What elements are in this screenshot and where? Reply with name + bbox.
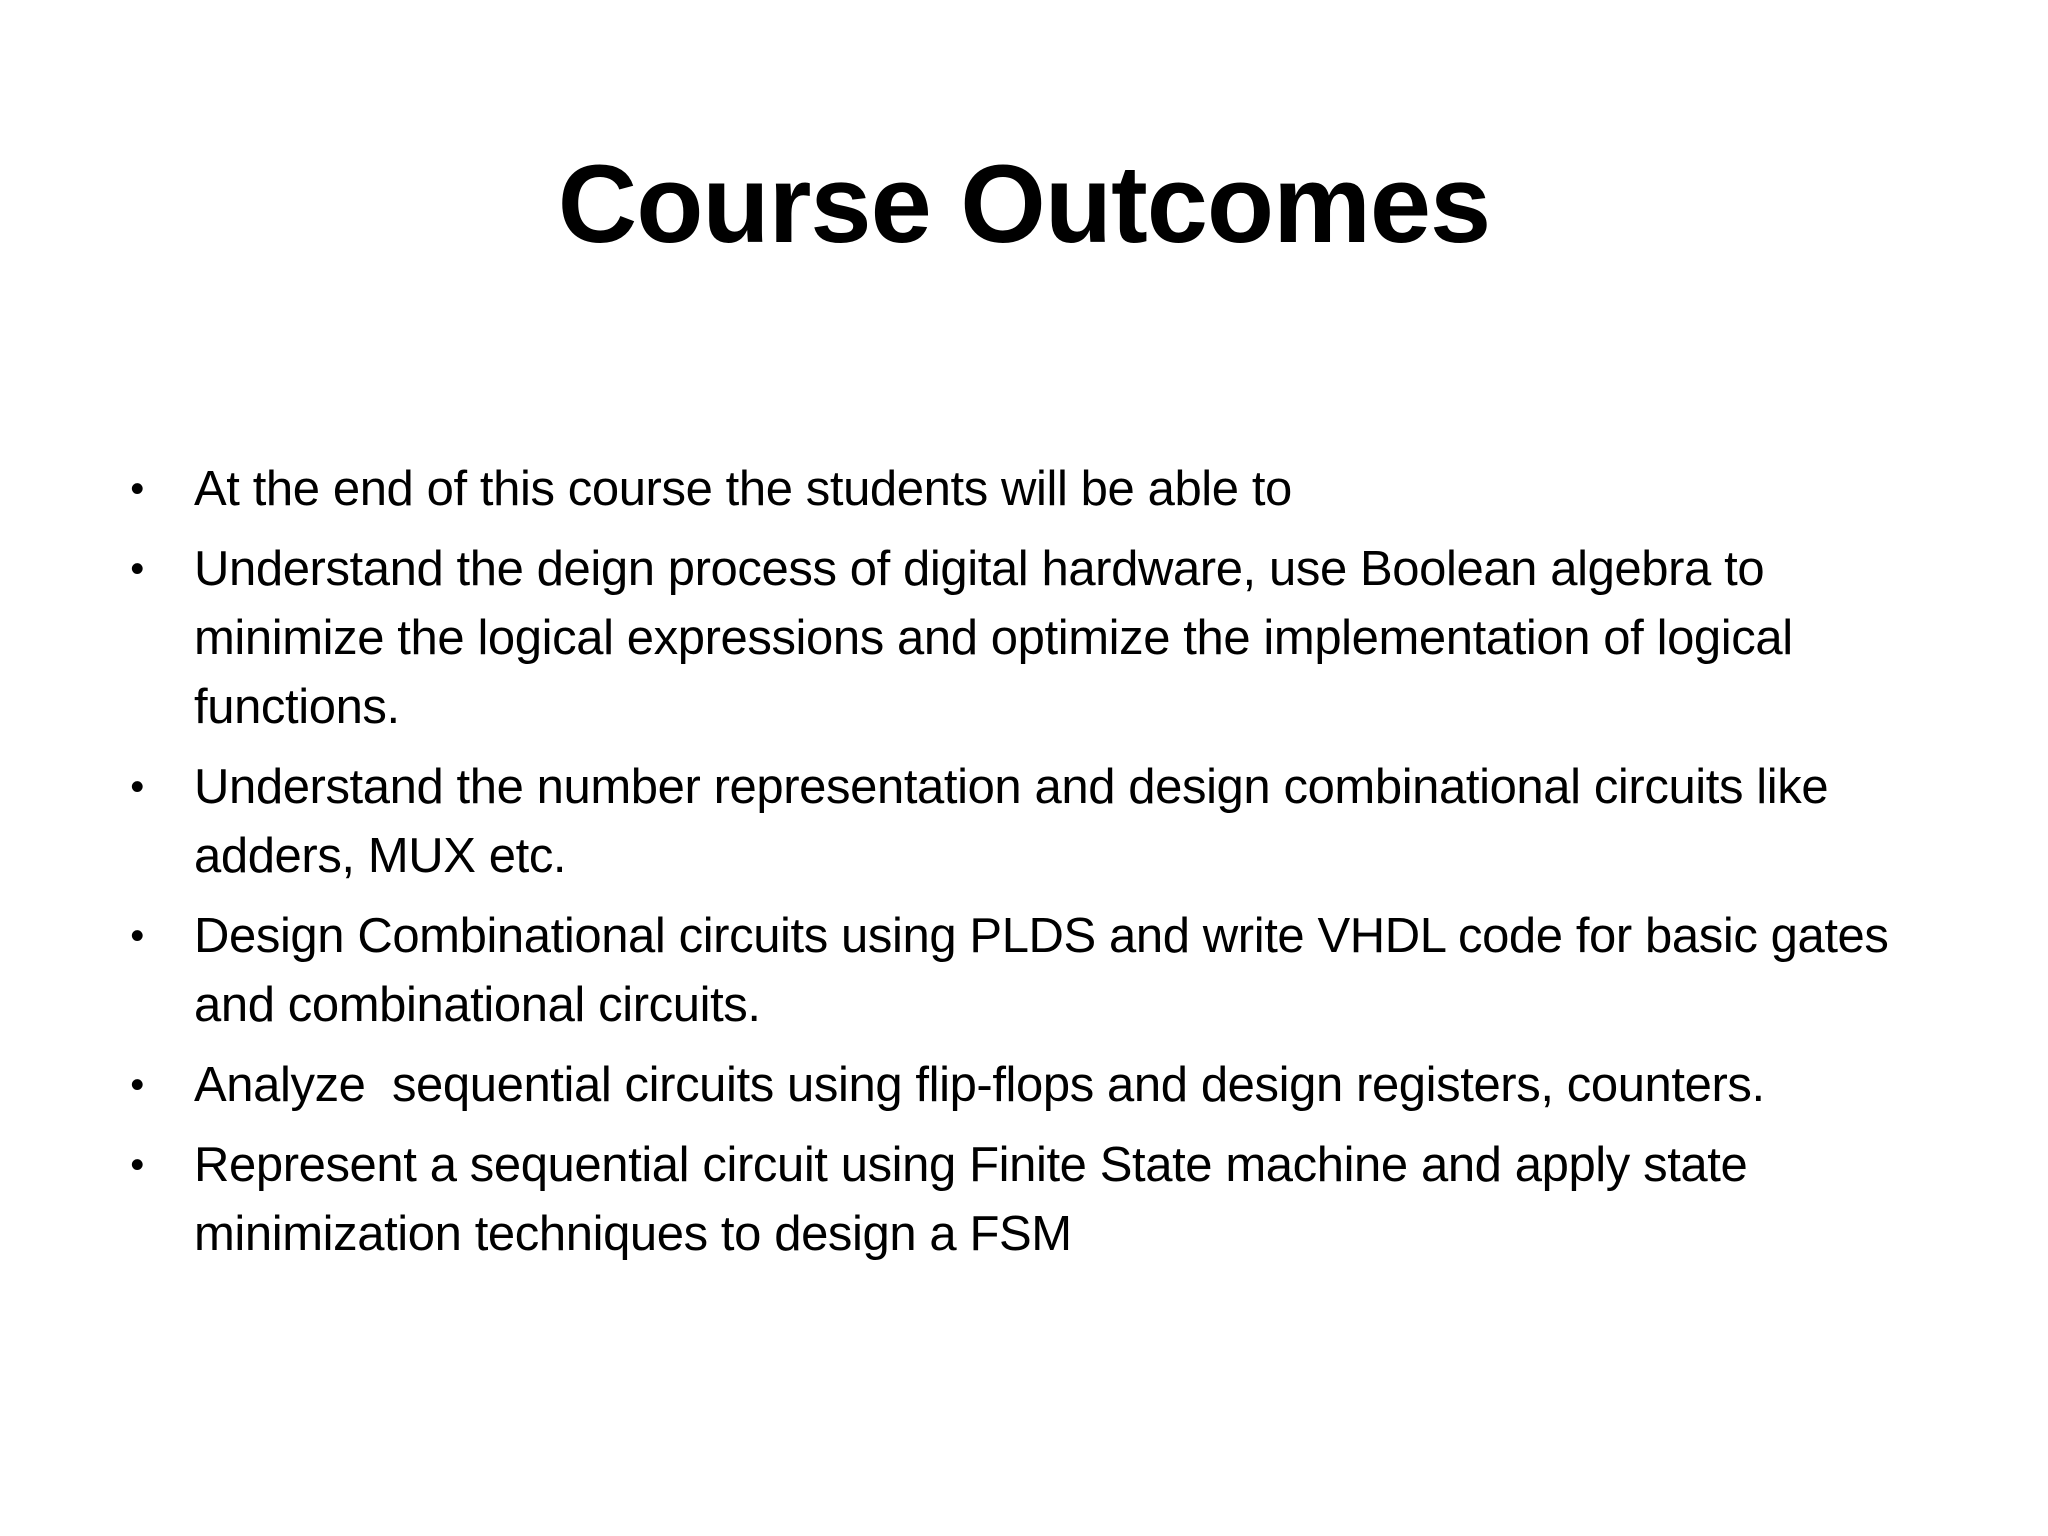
list-item-text: At the end of this course the students will be able to [194,462,1292,516]
list-item-text: Understand the deign process of digital hardware, use Boolean algebra to minimize the logical expressions and optimize the implementation of logical functions. [194,542,1793,734]
bullet-icon: • [130,1063,144,1107]
list-item [122,1051,1952,1120]
list-item-text: Represent a sequential circuit using Finite State machine and apply state minimization techniques to design a FSM [194,1138,1748,1261]
course-outcomes-list [122,455,1952,1280]
list-item [122,902,1952,1040]
list-item-text: Design Combinational circuits using PLDS and write VHDL code for basic gates and combinational circuits. [194,909,1889,1032]
bullet-icon: • [130,914,144,958]
bullet-icon: • [130,765,144,809]
bullet-icon: • [130,467,144,511]
bullet-icon: • [130,547,144,591]
list-item [122,1131,1952,1269]
list-item [122,753,1952,891]
bullet-icon: • [130,1143,144,1187]
list-item-text: Analyze sequential circuits using flip-flops and design registers, counters. [194,1058,1765,1112]
list-item [122,455,1952,524]
slide-title: Course Outcomes [557,143,1491,266]
list-item-text: Understand the number representation and design combinational circuits like adders, MUX etc. [194,760,1829,883]
list-item [122,535,1952,742]
